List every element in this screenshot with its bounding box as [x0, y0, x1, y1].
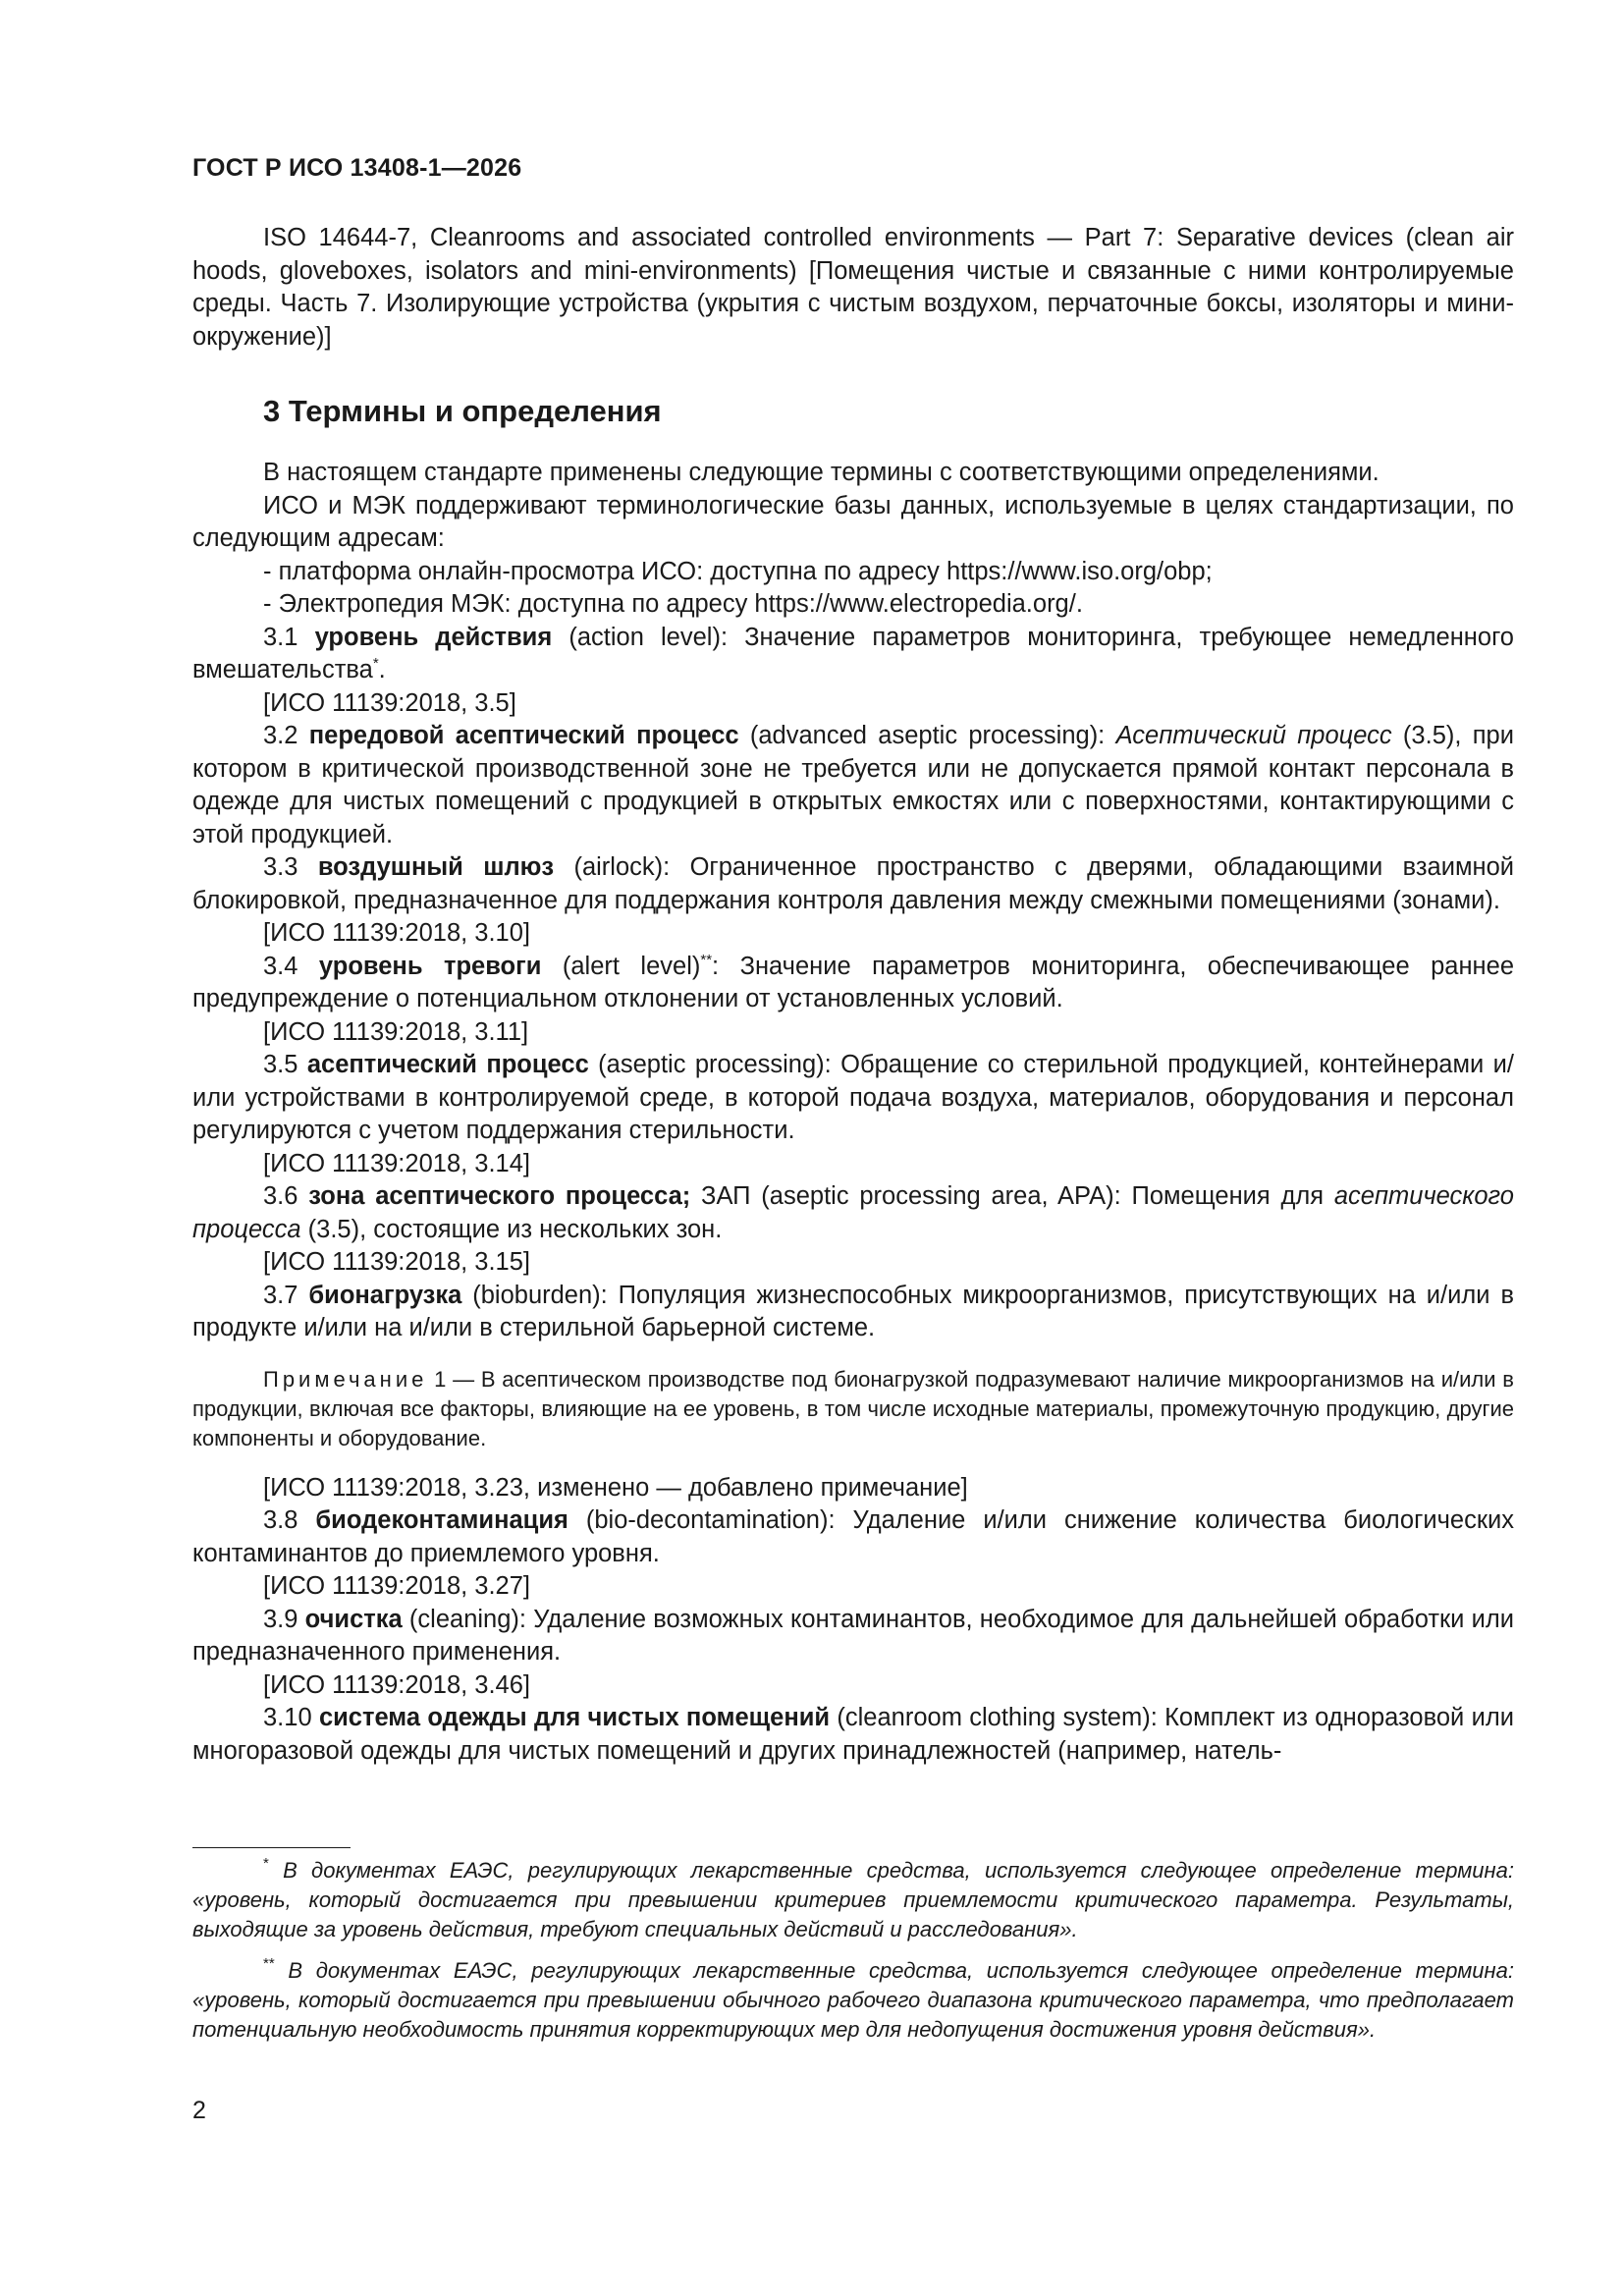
document-body [192, 222, 1514, 1768]
footnote-2: ** В документах ЕАЭС, регулирующих лекарственные средства, используется следующее определение термина: «уровень, который достигается при превышении обычного рабочего диапазона критического параметра, что предполагает потенциальную необходимость принятия корректирующих мер для недопущения достижения уровня действия». [192, 1955, 1514, 2042]
term-name: асептический процесс [306, 1051, 589, 1078]
term-source: [ИСО 11139:2018, 3.11] [263, 1017, 529, 1046]
term-3-7: 3.7 бионагрузка (bioburden): Популяция жизнеспособных микроорганизмов, присутствующих на и/или в продукте и/или на и/или в стерильной барьерной системе. [192, 1281, 1514, 1341]
term-3-10: 3.10 система одежды для чистых помещений (cleanroom clothing system): Комплект из одноразовой или многоразовой одежды для чистых помещений и других принадлежностей (например, натель- [192, 1704, 1514, 1765]
section-databases: ИСО и МЭК поддерживают терминологические базы данных, используемые в целях стандартизации, по следующим адресам: [192, 491, 1514, 552]
term-name: передовой асептический процесс [308, 722, 739, 749]
note-label: Примечание [263, 1366, 428, 1392]
term-name: зона асептического процесса; [308, 1182, 691, 1210]
term-name: очистка [304, 1605, 403, 1633]
term-3-9: 3.9 очистка (cleaning): Удаление возможных контаминантов, необходимое для дальнейшей обработки или предназначенного применения. [192, 1605, 1514, 1666]
normative-reference: ISO 14644-7, Cleanrooms and associated controlled environments — Part 7: Separative devices (clean air hoods, gloveboxes, isolators and mini-environments) [Помещения чистые и связанные с ними контролируемые среды. Часть 7. Изолирующие устройства (укрытия с чистым воздухом, перчаточные боксы, изоляторы и мини-окружение)] [192, 224, 1514, 351]
footnote-1: * В документах ЕАЭС, регулирующих лекарственные средства, используется следующее определение термина: «уровень, который достигается при превышении критериев приемлемости критического параметра. Результаты, выходящие за уровень действия, требуют специальных действий и расследования». [192, 1855, 1514, 1941]
term-source: [ИСО 11139:2018, 3.46] [263, 1670, 531, 1699]
term-3-6: 3.6 зона асептического процесса; ЗАП (aseptic processing area, APA): Помещения для асептического процесса (3.5), состоящие из нескольких зон. [192, 1182, 1514, 1243]
term-name: система одежды для чистых помещений [318, 1704, 831, 1731]
footnote-mark: ** [263, 1955, 275, 1972]
term-3-3: 3.3 воздушный шлюз (airlock): Ограниченное пространство с дверями, обладающими взаимной блокировкой, предназначенное для поддержания контроля давления между смежными помещениями (зонами). [192, 853, 1515, 914]
footnote-divider [192, 1847, 351, 1848]
term-crossref: асептического процесса [192, 1182, 1514, 1243]
section-heading: 3 Термины и определения [263, 394, 662, 428]
dash-item-iso: - платформа онлайн-просмотра ИСО: доступна по адресу https://www.iso.org/obp; [263, 557, 1213, 585]
term-source: [ИСО 11139:2018, 3.10] [263, 919, 531, 947]
footnote-mark: * [263, 1855, 269, 1872]
term-name: уровень действия [314, 623, 553, 651]
term-3-2: 3.2 передовой асептический процесс (advanced aseptic processing): Асептический процесс (3.5), при котором в критической производственной зоне не требуется или не допускается прямой контакт персонала в одежде для чистых помещений с продукцией в открытых емкостях или с поверхностями, контактирующими с этой продукцией. [192, 722, 1514, 848]
footnote-mark: ** [700, 951, 713, 968]
dash-item-iec: - Электропедия МЭК: доступна по адресу https://www.electropedia.org/. [263, 590, 1083, 618]
term-3-8: 3.8 биодеконтаминация (bio-decontamination): Удаление и/или снижение количества биологических контаминантов до приемлемого уровня. [192, 1506, 1514, 1567]
term-crossref: Асептический процесс [1115, 722, 1392, 749]
footnote-mark: * [372, 655, 379, 672]
page-number: 2 [192, 2097, 206, 2124]
section-intro: В настоящем стандарте применены следующие термины с соответствующими определениями. [263, 459, 1380, 486]
term-name: уровень тревоги [318, 952, 542, 980]
term-3-5: 3.5 асептический процесс (aseptic processing): Обращение со стерильной продукцией, контейнерами и/или устройствами в контролируемой среде, в которой подача воздуха, материалов, оборудования и персонал регулируются с учетом поддержания стерильности. [192, 1051, 1514, 1144]
term-source: [ИСО 11139:2018, 3.27] [263, 1572, 531, 1600]
footnotes [192, 1856, 1514, 2056]
standard-header: ГОСТ Р ИСО 13408-1—2026 [192, 154, 522, 182]
term-3-1: 3.1 уровень действия (action level): Значение параметров мониторинга, требующее немедленного вмешательства*. [192, 623, 1514, 683]
term-note: Примечание 1 — В асептическом производстве под бионагрузкой подразумевают наличие микроорганизмов на и/или в продукции, включая все факторы, влияющие на ее уровень, в том числе исходные материалы, промежуточную продукцию, другие компоненты и оборудование. [192, 1366, 1514, 1450]
term-name: биодеконтаминация [315, 1506, 568, 1534]
term-name: воздушный шлюз [317, 853, 555, 881]
term-source: [ИСО 11139:2018, 3.14] [263, 1149, 531, 1177]
term-source: [ИСО 11139:2018, 3.15] [263, 1248, 531, 1276]
term-source: [ИСО 11139:2018, 3.23, изменено — добавлено примечание] [263, 1473, 968, 1502]
term-source: [ИСО 11139:2018, 3.5] [263, 688, 516, 717]
term-3-4: 3.4 уровень тревоги (alert level)**: Значение параметров мониторинга, обеспечивающее раннее предупреждение о потенциальном отклонении от установленных условий. [192, 951, 1515, 1012]
term-name: бионагрузка [308, 1281, 462, 1309]
